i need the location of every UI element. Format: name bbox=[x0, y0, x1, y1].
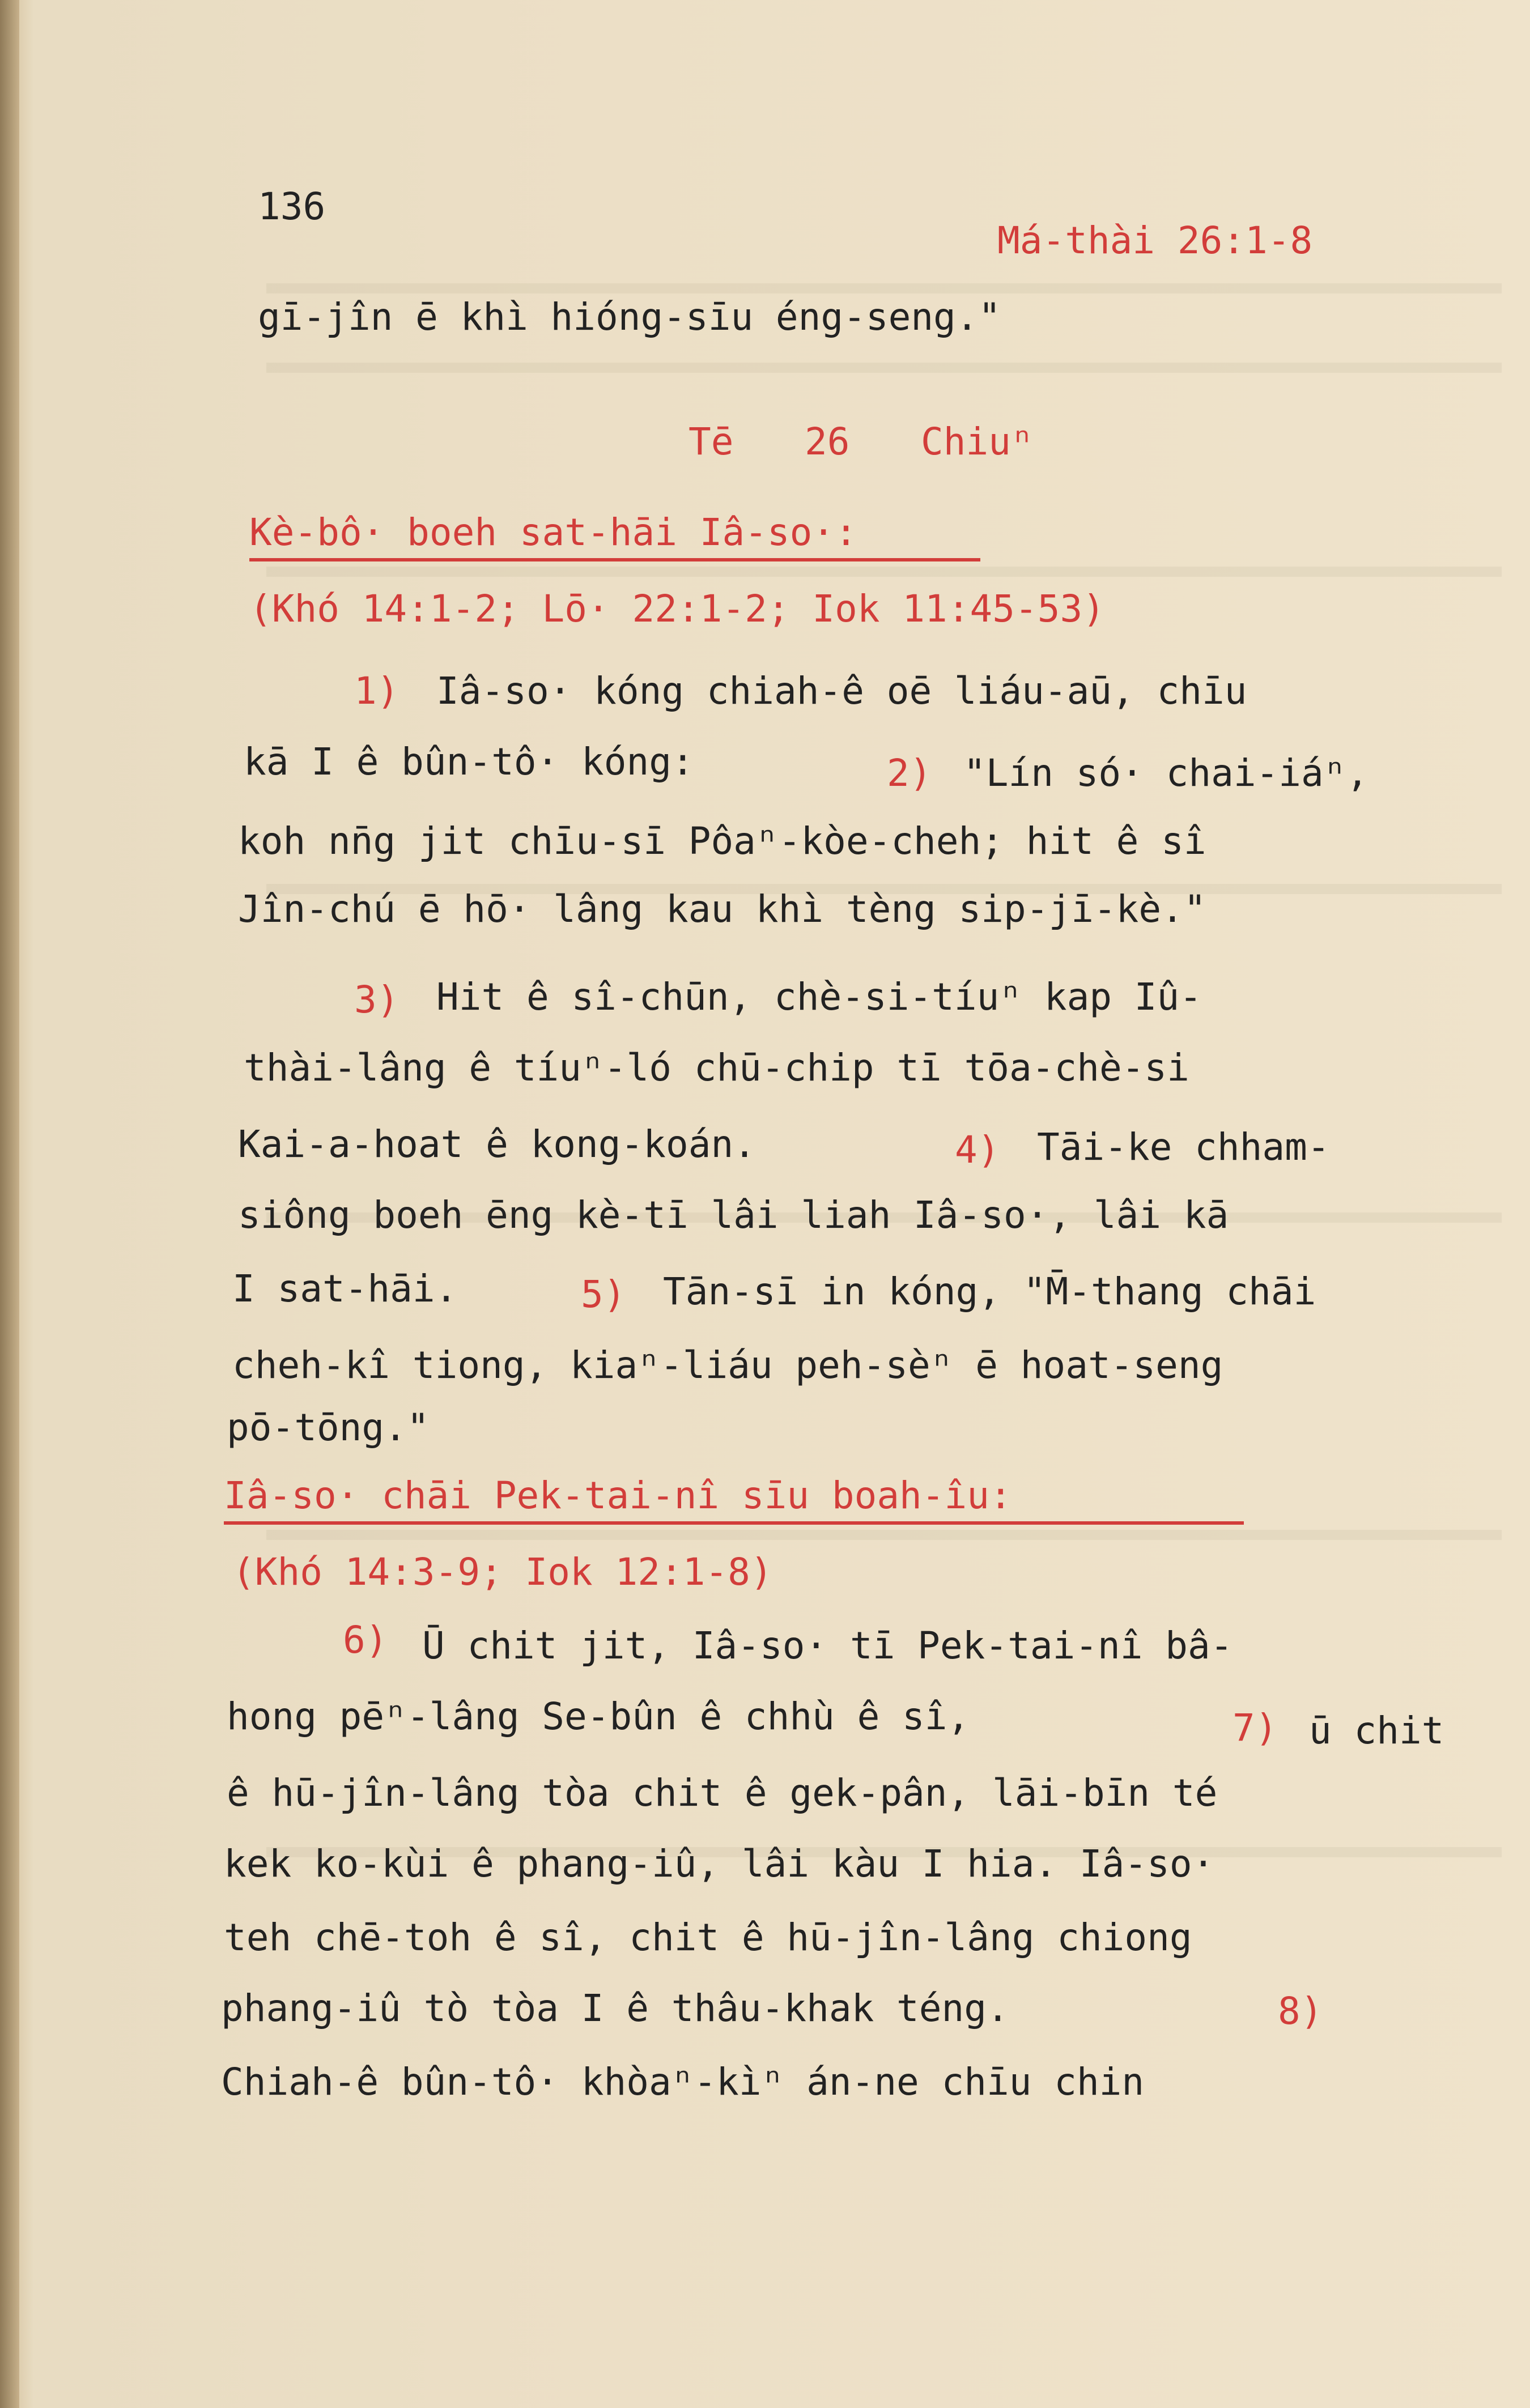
text-line: kek ko-kùi ê phang-iû, lâi kàu I hia. Iâ-so· bbox=[224, 1842, 1215, 1886]
text-line: ū chit bbox=[1309, 1709, 1444, 1752]
cross-references: (Khó 14:3-9; Iok 12:1-8) bbox=[232, 1550, 773, 1594]
verse-number: 6) bbox=[343, 1618, 388, 1662]
text-line: ê hū-jîn-lâng tòa chit ê gek-pân, lāi-bīn té bbox=[227, 1771, 1218, 1815]
section-heading: Iâ-so· chāi Pek-tai-nî sīu boah-îu: bbox=[224, 1474, 1012, 1517]
verse-number: 2) bbox=[887, 751, 932, 795]
text-line: pō-tōng." bbox=[227, 1406, 430, 1449]
page-edge bbox=[0, 0, 19, 2408]
verse-number: 3) bbox=[354, 978, 400, 1022]
text-line: Kai-a-hoat ê kong-koán. bbox=[238, 1122, 756, 1166]
chapter-chiu: Chiuⁿ bbox=[921, 420, 1034, 463]
text-line: Hit ê sî-chūn, chè-si-tíuⁿ kap Iû- bbox=[436, 975, 1202, 1019]
text-line: Tān-sī in kóng, "M̄-thang chāi bbox=[663, 1270, 1316, 1313]
text-line: Tāi-ke chham- bbox=[1037, 1125, 1330, 1169]
text-line: siông boeh ēng kè-tī lâi liah Iâ-so·, lâi kā bbox=[238, 1193, 1229, 1237]
text-line: phang-iû tò tòa I ê thâu-khak téng. bbox=[221, 1986, 1009, 2030]
text-line: "Lín só· chai-iáⁿ, bbox=[963, 751, 1369, 795]
section-heading: Kè-bô· boeh sat-hāi Iâ-so·: bbox=[249, 510, 857, 554]
verse-number: 8) bbox=[1278, 1989, 1323, 2033]
running-header: Má-thài 26:1-8 bbox=[997, 219, 1313, 262]
text-line: I sat-hāi. bbox=[232, 1267, 458, 1311]
text-line: Iâ-so· kóng chiah-ê oē liáu-aū, chīu bbox=[436, 669, 1247, 713]
text-line: kā I ê bûn-tô· kóng: bbox=[244, 740, 694, 784]
text-line: koh nn̄g jit chīu-sī Pôaⁿ-kòe-cheh; hit ê sî bbox=[238, 819, 1206, 863]
heading-underline bbox=[249, 558, 980, 561]
text-line: gī-jîn ē khì hióng-sīu éng-seng." bbox=[258, 295, 1001, 339]
text-line: cheh-kî tiong, kiaⁿ-liáu peh-sèⁿ ē hoat-seng bbox=[232, 1343, 1223, 1387]
show-through bbox=[266, 1530, 1502, 1540]
text-line: Chiah-ê bûn-tô· khòaⁿ-kìⁿ án-ne chīu chin bbox=[221, 2060, 1145, 2104]
chapter-number: 26 bbox=[805, 420, 850, 463]
text-line: Jîn-chú ē hō· lâng kau khì tèng sip-jī-kè." bbox=[238, 887, 1206, 931]
verse-number: 4) bbox=[955, 1128, 1000, 1172]
text-line: teh chē-toh ê sî, chit ê hū-jîn-lâng chiong bbox=[224, 1916, 1192, 1959]
text-line: hong pēⁿ-lâng Se-bûn ê chhù ê sî, bbox=[227, 1695, 970, 1738]
chapter-te: Tē bbox=[688, 420, 734, 463]
show-through bbox=[266, 567, 1502, 577]
page-number: 136 bbox=[258, 185, 326, 228]
text-line: Ū chit jit, Iâ-so· tī Pek-tai-nî bâ- bbox=[422, 1624, 1233, 1667]
verse-number: 7) bbox=[1232, 1706, 1278, 1750]
verse-number: 5) bbox=[581, 1273, 626, 1316]
verse-number: 1) bbox=[354, 669, 400, 713]
cross-references: (Khó 14:1-2; Lō· 22:1-2; Iok 11:45-53) bbox=[249, 587, 1105, 631]
heading-underline bbox=[224, 1521, 1244, 1525]
text-line: thài-lâng ê tíuⁿ-ló chū-chip tī tōa-chè-si bbox=[244, 1046, 1189, 1090]
show-through bbox=[266, 363, 1502, 373]
